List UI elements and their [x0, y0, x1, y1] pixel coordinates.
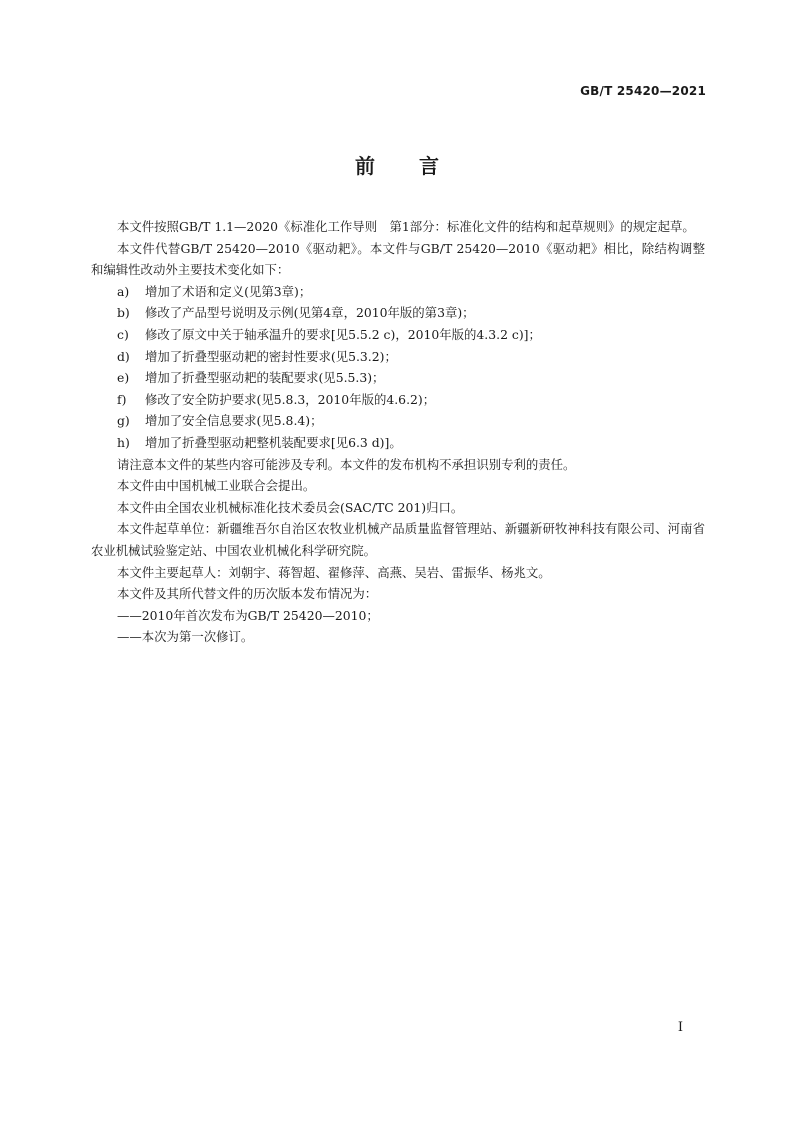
- change-item: [91, 302, 705, 324]
- paragraph-drafters: 本文件主要起草人：刘朝宇、蒋智超、翟修萍、高燕、吴岩、雷振华、杨兆文。: [117, 564, 551, 580]
- change-label: a): [117, 283, 130, 299]
- change-item: [91, 432, 705, 454]
- standard-number: GB/T 25420—2021: [580, 84, 706, 98]
- foreword-body: [91, 216, 705, 648]
- history-item: ——2010年首次发布为GB/T 25420—2010；: [117, 607, 379, 623]
- paragraph-replaces: 本文件代替GB/T 25420—2010《驱动耙》。本文件与GB/T 25420—2010《驱动耙》相比，除结构调整和编辑性改动外主要技术变化如下：: [91, 240, 705, 278]
- change-label: g): [117, 413, 130, 429]
- title-char-2: 言: [419, 154, 439, 178]
- change-item: [91, 367, 705, 389]
- change-item: [91, 410, 705, 432]
- paragraph-drafting-rules: 本文件按照GB/T 1.1—2020《标准化工作导则 第1部分：标准化文件的结构和起草规则》的规定起草。: [117, 219, 695, 234]
- change-label: f): [117, 391, 127, 407]
- change-text: 增加了折叠型驱动耙的密封性要求(见5.3.2)；: [145, 348, 397, 364]
- paragraph-history-intro: 本文件及其所代替文件的历次版本发布情况为：: [117, 586, 378, 602]
- title-char-1: 前: [355, 154, 375, 178]
- change-label: c): [117, 326, 129, 342]
- change-text: 增加了折叠型驱动耙的装配要求(见5.5.3)；: [145, 370, 385, 386]
- page-number: I: [677, 1020, 683, 1035]
- change-text: 增加了术语和定义(见第3章)；: [145, 283, 312, 299]
- change-label: b): [117, 305, 130, 321]
- change-text: 增加了安全信息要求(见5.8.4)；: [145, 413, 323, 429]
- paragraph-committee: 本文件由全国农业机械标准化技术委员会(SAC/TC 201)归口。: [117, 499, 464, 515]
- page-title: [0, 150, 794, 179]
- change-text: 增加了折叠型驱动耙整机装配要求[见6.3 d)]。: [145, 434, 402, 450]
- paragraph-drafting-units: 本文件起草单位：新疆维吾尔自治区农牧业机械产品质量监督管理站、新疆新研牧神科技有限公司、河南省农业机械试验鉴定站、中国农业机械化科学研究院。: [91, 521, 705, 558]
- change-item: [91, 324, 705, 346]
- paragraph-patent-notice: 请注意本文件的某些内容可能涉及专利。本文件的发布机构不承担识别专利的责任。: [117, 456, 576, 472]
- change-label: d): [117, 348, 130, 364]
- change-item: [91, 389, 705, 411]
- change-label: e): [117, 370, 130, 386]
- change-text: 修改了安全防护要求(见5.8.3，2010年版的4.6.2)；: [145, 391, 436, 407]
- change-text: 修改了原文中关于轴承温升的要求[见5.5.2 c)，2010年版的4.3.2 c)]；: [145, 326, 541, 342]
- change-label: h): [117, 434, 130, 450]
- change-item: [91, 281, 705, 303]
- paragraph-proposer: 本文件由中国机械工业联合会提出。: [117, 478, 316, 494]
- history-item: ——本次为第一次修订。: [117, 629, 254, 645]
- change-item: [91, 346, 705, 368]
- change-text: 修改了产品型号说明及示例(见第4章，2010年版的第3章)；: [145, 305, 475, 321]
